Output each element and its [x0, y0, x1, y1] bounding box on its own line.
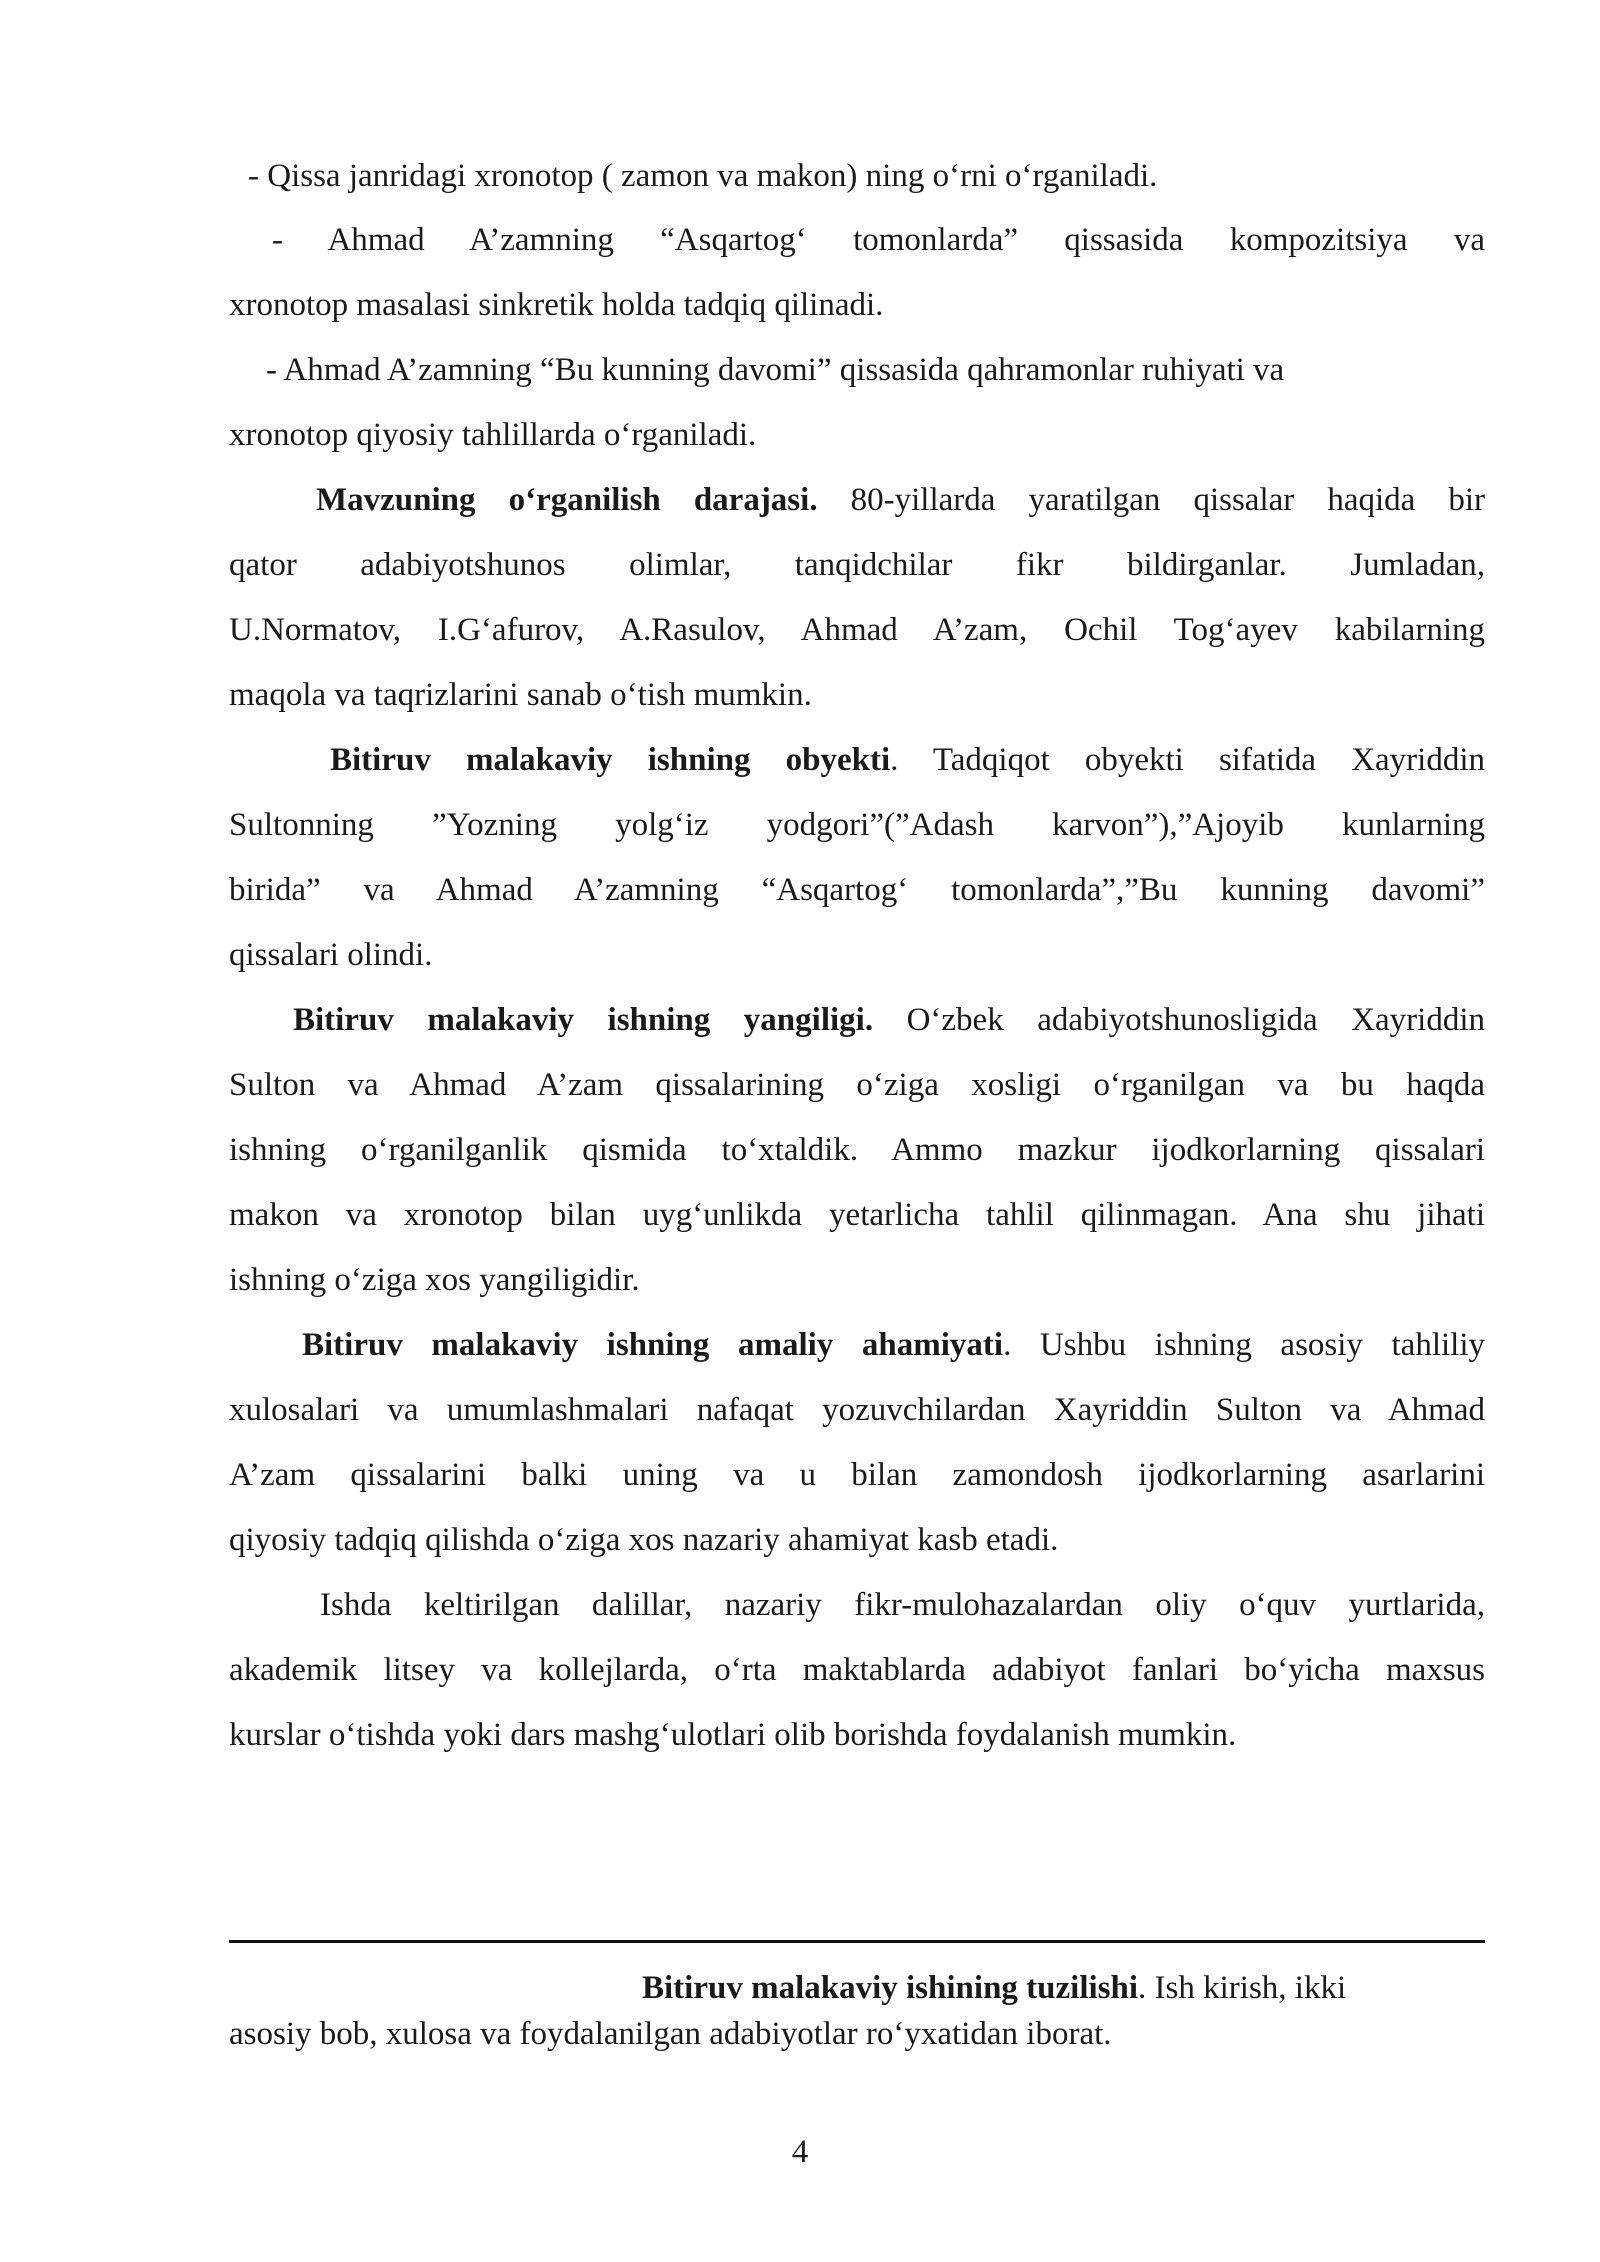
- paragraph-practical-line-1: Bitiruv malakaviy ishning amaliy ahamiyati. Ushbu ishning asosiy tahliliy: [302, 1327, 1485, 1363]
- paragraph-practical-line-4: qiyosiy tadqiq qilishda o‘ziga xos nazariy ahamiyat kasb etadi.: [229, 1522, 1059, 1558]
- heading-structure: Bitiruv malakaviy ishining tuzilishi: [642, 1970, 1139, 2006]
- list-item-3-line-2: xronotop qiyosiy tahlillarda o‘rganiladi.: [229, 417, 757, 453]
- paragraph-novelty-line-5: ishning o‘ziga xos yangiligidir.: [229, 1262, 640, 1298]
- paragraph-object-line-3: birida” va Ahmad A’zamning “Asqartog‘ tomonlarda”,”Bu kunning davomi”: [229, 872, 1485, 908]
- list-item-1: - Qissa janridagi xronotop ( zamon va makon) ning o‘rni o‘rganiladi.: [248, 158, 1158, 194]
- paragraph-novelty-line-2: Sulton va Ahmad A’zam qissalarining o‘ziga xosligi o‘rganilgan va bu haqda: [229, 1067, 1485, 1103]
- list-item-2-line-2: xronotop masalasi sinkretik holda tadqiq qilinadi.: [229, 287, 884, 323]
- paragraph-novelty-line-3: ishning o‘rganilganlik qismida to‘xtaldik. Ammo mazkur ijodkorlarning qissalari: [229, 1132, 1485, 1168]
- paragraph-object-line-2: Sultonning ”Yozning yolg‘iz yodgori”(”Adash karvon”),”Ajoyib kunlarning: [229, 807, 1485, 843]
- paragraph-novelty-line-1: Bitiruv malakaviy ishning yangiligi. O‘zbek adabiyotshunosligida Xayriddin: [293, 1002, 1486, 1038]
- heading-novelty: Bitiruv malakaviy ishning yangiligi.: [293, 1002, 874, 1038]
- paragraph-object-line-1: Bitiruv malakaviy ishning obyekti. Tadqiqot obyekti sifatida Xayriddin: [330, 742, 1485, 778]
- paragraph-novelty-line-4: makon va xronotop bilan uyg‘unlikda yetarlicha tahlil qilinmagan. Ana shu jihati: [229, 1197, 1485, 1233]
- paragraph-practical-line-2: xulosalari va umumlashmalari nafaqat yozuvchilardan Xayriddin Sulton va Ahmad: [229, 1392, 1485, 1428]
- paragraph-usage-line-3: kurslar o‘tishda yoki dars mashg‘ulotlari olib borishda foydalanish mumkin.: [229, 1717, 1237, 1753]
- paragraph-usage-line-2: akademik litsey va kollejlarda, o‘rta maktablarda adabiyot fanlari bo‘yicha maxsus: [229, 1652, 1485, 1688]
- structure-note-line-1: Bitiruv malakaviy ishining tuzilishi. Ish kirish, ikki: [642, 1970, 1347, 2006]
- paragraph-research-level-line-4: maqola va taqrizlarini sanab o‘tish mumkin.: [229, 677, 812, 713]
- list-item-3-line-1: - Ahmad A’zamning “Bu kunning davomi” qissasida qahramonlar ruhiyati va: [266, 352, 1285, 388]
- list-item-2-line-1: - Ahmad A’zamning “Asqartog‘ tomonlarda” qissasida kompozitsiya va: [272, 222, 1485, 258]
- paragraph-research-level-line-3: U.Normatov, I.G‘afurov, A.Rasulov, Ahmad A’zam, Ochil Tog‘ayev kabilarning: [229, 612, 1485, 648]
- structure-note-line-2: asosiy bob, xulosa va foydalanilgan adabiyotlar ro‘yxatidan iborat.: [229, 2016, 1112, 2052]
- heading-object: Bitiruv malakaviy ishning obyekti: [330, 742, 891, 778]
- paragraph-practical-line-3: A’zam qissalarini balki uning va u bilan zamondosh ijodkorlarning asarlarini: [229, 1457, 1485, 1493]
- paragraph-object-line-4: qissalari olindi.: [229, 937, 433, 973]
- heading-practical: Bitiruv malakaviy ishning amaliy ahamiyati: [302, 1327, 1004, 1363]
- heading-research-level: Mavzuning o‘rganilish darajasi.: [316, 482, 818, 518]
- paragraph-research-level-line-2: qator adabiyotshunos olimlar, tanqidchilar fikr bildirganlar. Jumladan,: [229, 547, 1485, 583]
- paragraph-usage-line-1: Ishda keltirilgan dalillar, nazariy fikr-mulohazalardan oliy o‘quv yurtlarida,: [320, 1587, 1485, 1623]
- paragraph-research-level-line-1: Mavzuning o‘rganilish darajasi. 80-yillarda yaratilgan qissalar haqida bir: [316, 482, 1485, 518]
- page-number: 4: [791, 2134, 809, 2170]
- footnote-divider: [229, 1940, 1485, 1943]
